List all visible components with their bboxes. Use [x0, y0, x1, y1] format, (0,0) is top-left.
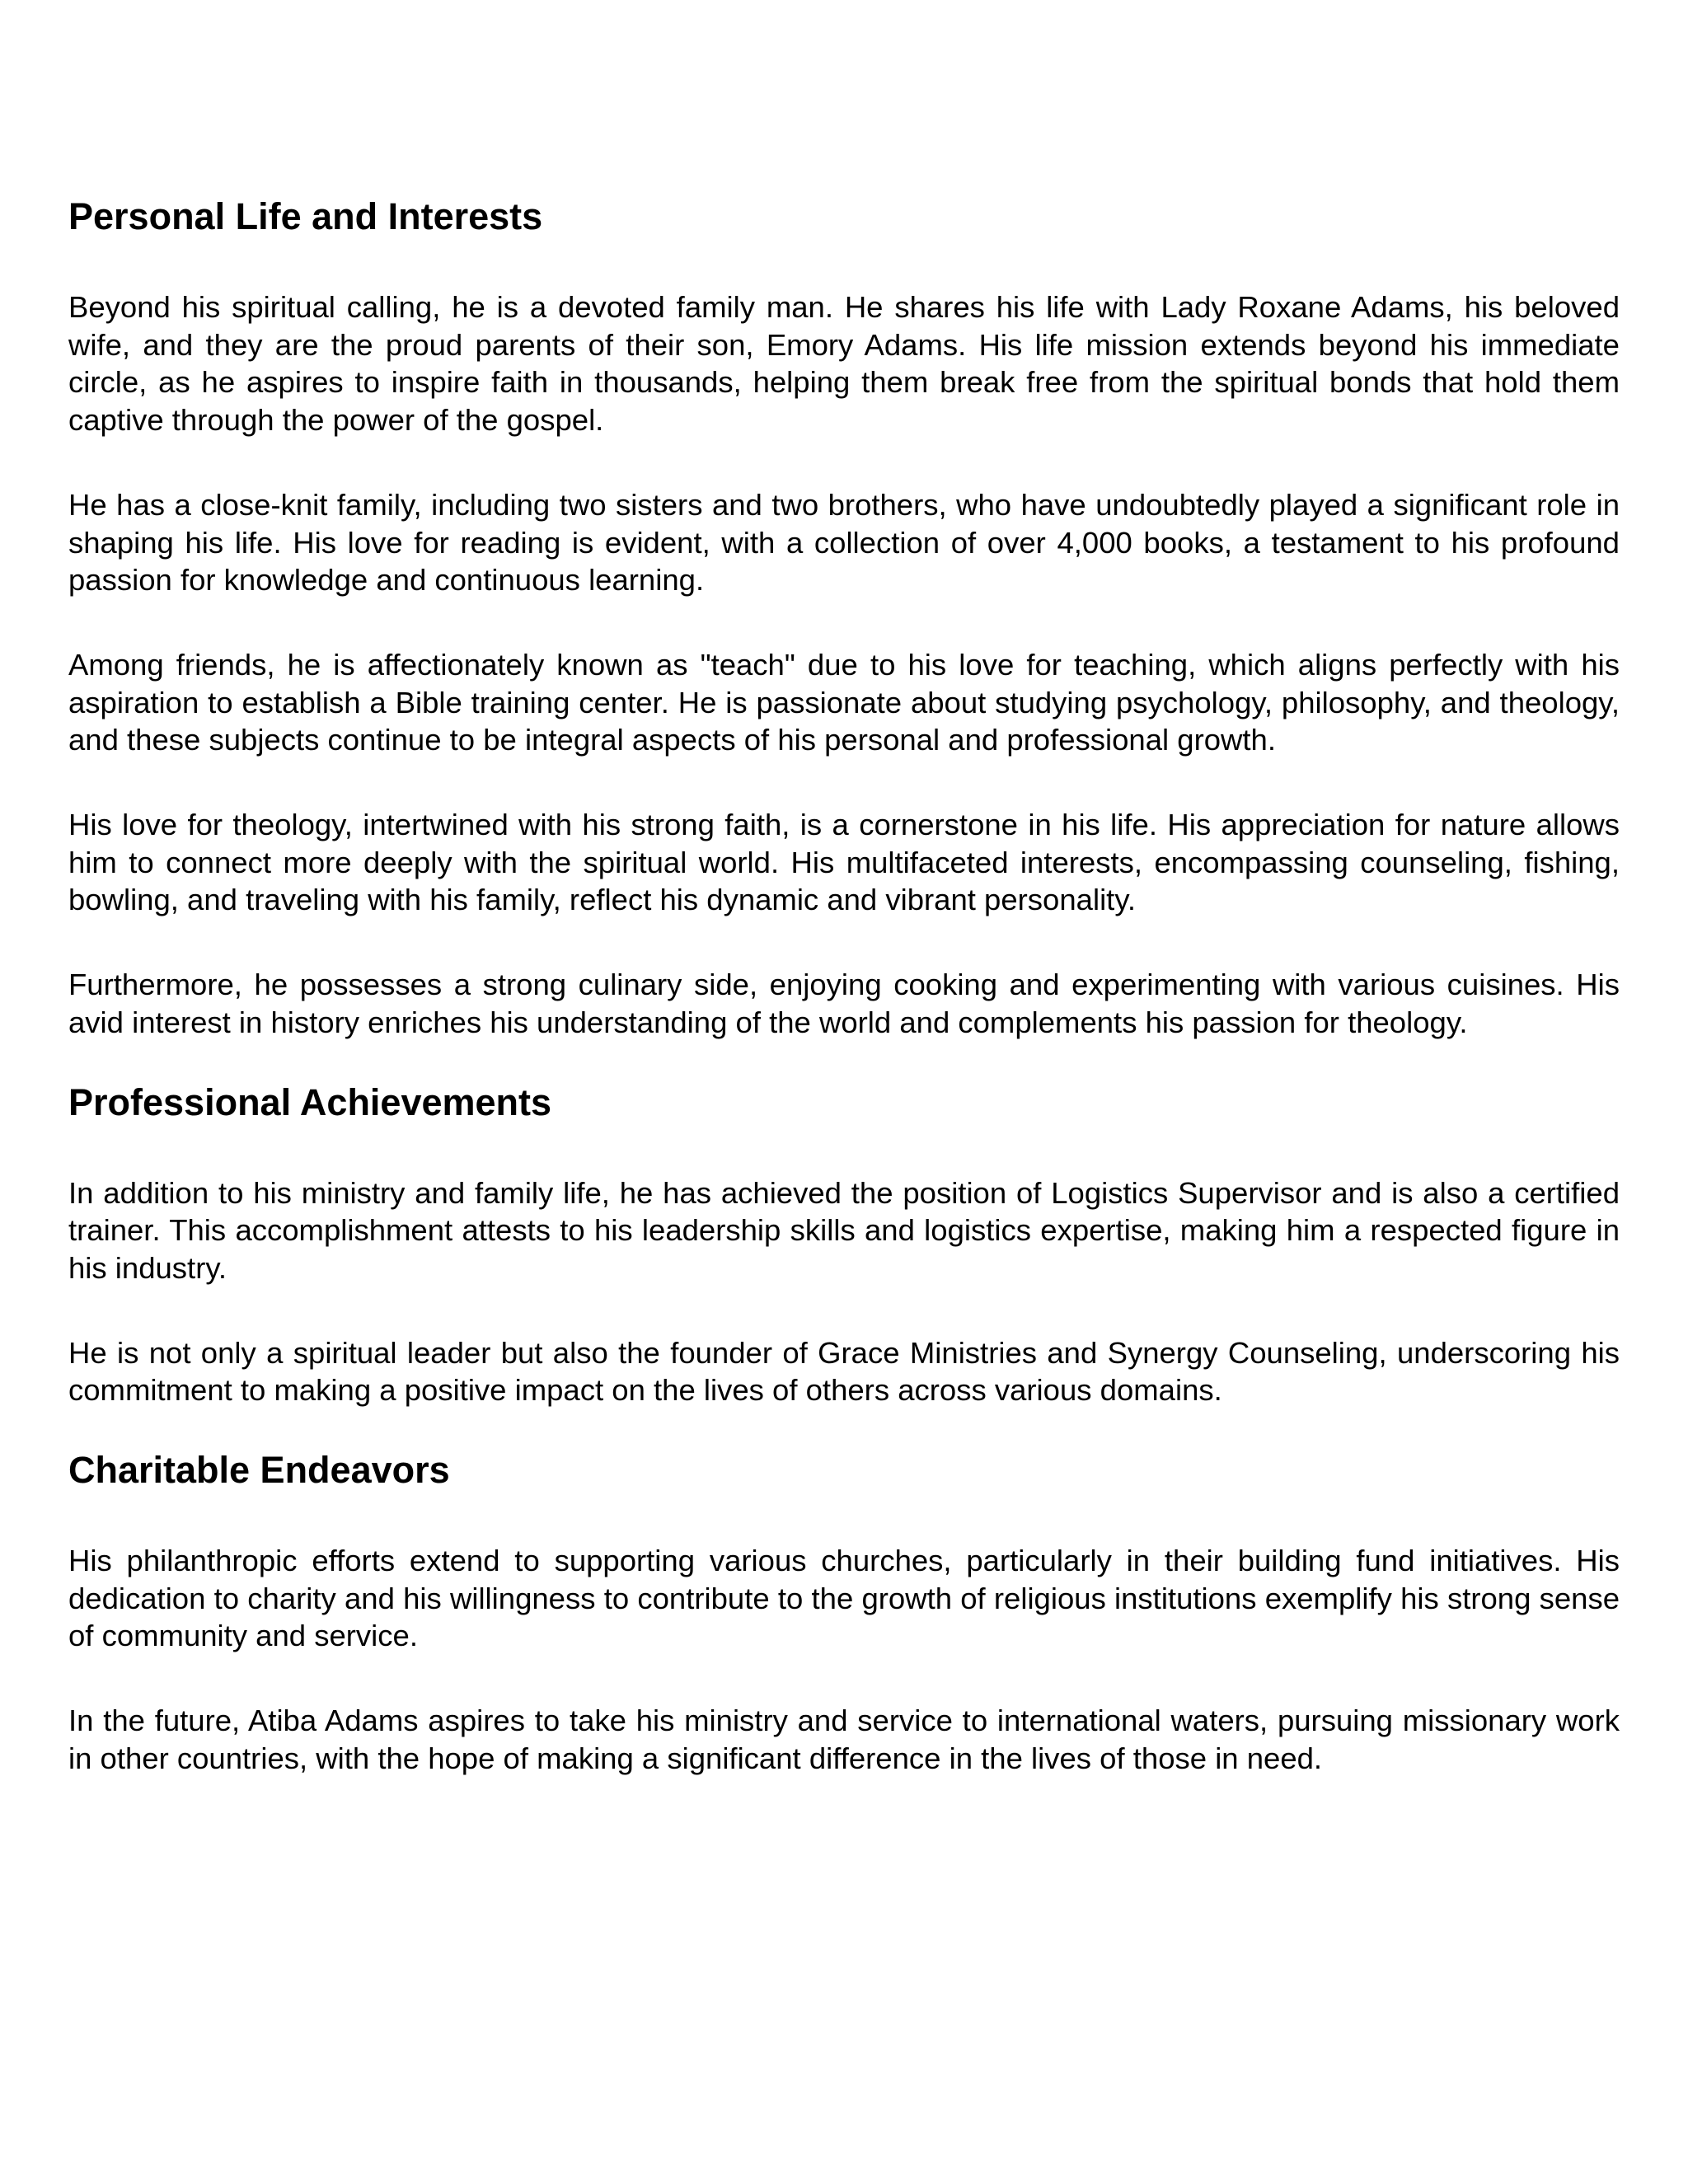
paragraph: In the future, Atiba Adams aspires to take his ministry and service to international waters, pursuing missionary work in other countries, with the hope of making a significant difference in the lives of those in need. — [68, 1704, 1620, 1775]
section-heading-professional-achievements: Professional Achievements — [68, 1080, 552, 1123]
paragraph: He is not only a spiritual leader but also the founder of Grace Ministries and Synergy Counseling, underscoring his commitment to making a positive impact on the lives of others across various domains. — [68, 1335, 1620, 1408]
paragraph: Among friends, he is affectionately known as "teach" due to his love for teaching, which aligns perfectly with his aspiration to establish a Bible training center. He is passionate about studying psychology, philosophy, and theology, and these subjects continue to be integral aspects of his personal and professional growth. — [68, 647, 1620, 757]
section-heading-personal-life: Personal Life and Interests — [68, 195, 543, 237]
paragraph: His philanthropic efforts extend to supporting various churches, particularly in their building fund initiatives. His dedication to charity and his willingness to contribute to the growth of religious institutions exemplify his strong sense of community and service. — [68, 1544, 1620, 1653]
paragraph: Furthermore, he possesses a strong culinary side, enjoying cooking and experimenting with various cuisines. His avid interest in history enriches his understanding of the world and complements his passion for theology. — [68, 968, 1620, 1039]
section-heading-charitable-endeavors: Charitable Endeavors — [68, 1449, 450, 1492]
paragraph: Beyond his spiritual calling, he is a devoted family man. He shares his life with Lady Roxane Adams, his beloved wife, and they are the proud parents of their son, Emory Adams. His life mission extends beyond his immediate circle, as he aspires to inspire faith in thousands, helping them break free from the spiritual bonds that hold them captive through the power of the gospel. — [68, 290, 1620, 438]
paragraph: His love for theology, intertwined with his strong faith, is a cornerstone in his life. His appreciation for nature allows him to connect more deeply with the spiritual world. His multifaceted interests, encompassing counseling, fishing, bowling, and traveling with his family, reflect his dynamic and vibrant personality. — [68, 808, 1620, 917]
document-page — [68, 194, 1620, 1778]
paragraph: He has a close-knit family, including two sisters and two brothers, who have undoubtedly played a significant role in shaping his life. His love for reading is evident, with a collection of over 4,000 books, a testament to his profound passion for knowledge and continuous learning. — [68, 487, 1620, 598]
paragraph: In addition to his ministry and family life, he has achieved the position of Logistics Supervisor and is also a certified trainer. This accomplishment attests to his leadership skills and logistics expertise, making him a respected figure in his industry. — [68, 1175, 1620, 1285]
